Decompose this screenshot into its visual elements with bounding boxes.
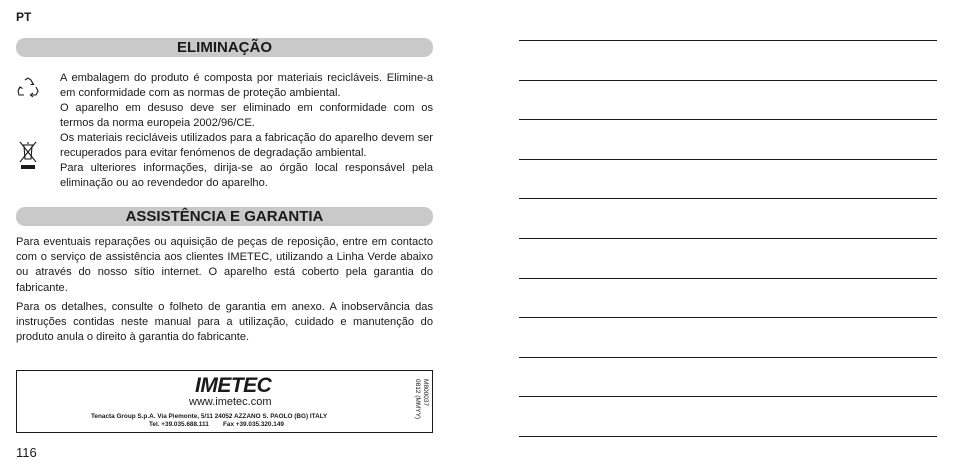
product-code-line-1: M800037 [422, 379, 429, 407]
note-line [519, 80, 937, 81]
note-line [519, 396, 937, 397]
note-line [519, 436, 937, 437]
note-line [519, 159, 937, 160]
phone-fax-line [149, 421, 284, 428]
section-title-eliminacao: ELIMINAÇÃO [16, 38, 433, 57]
fax-number: Fax +39.035.320.149 [222, 421, 284, 428]
note-line [519, 119, 937, 120]
imetec-contact-box [16, 370, 433, 433]
product-code-line-2: 0812 (MMYY) [414, 379, 421, 420]
eliminacao-paragraph-2: O aparelho em desuso deve ser eliminado em conformidade com os termos da norma europeia 2002/96/CE. [60, 102, 433, 130]
note-line [519, 40, 937, 41]
eliminacao-paragraph-3: Os materiais recicláveis utilizados para a fabricação do aparelho devem ser recuperados para evitar fenómenos de degradação ambiental. [60, 132, 433, 160]
note-line [519, 198, 937, 199]
website-link[interactable]: www.imetec.com [189, 396, 272, 408]
section-title-assistencia: ASSISTÊNCIA E GARANTIA [16, 207, 433, 226]
note-line [519, 278, 937, 279]
note-line [519, 357, 937, 358]
telephone-number: Tel. +39.035.688.111 [149, 421, 209, 428]
company-address: Tenacta Group S.p.A. Via Piemonte, 5/11 24052 AZZANO S. PAOLO (BG) ITALY [91, 413, 328, 420]
crossed-bin-icon [18, 140, 38, 172]
note-line [519, 238, 937, 239]
imetec-logo: IMETEC [195, 374, 272, 397]
eliminacao-paragraph-4: Para ulteriores informações, dirija-se ao órgão local responsável pela eliminação ou ao revendedor do aparelho. [60, 162, 433, 190]
page-number: 116 [16, 445, 37, 460]
recycle-icon [16, 77, 40, 99]
note-line [519, 317, 937, 318]
product-code [413, 379, 429, 419]
eliminacao-paragraph-1: A embalagem do produto é composta por materiais recicláveis. Elimine-a em conformidade com as normas de proteção ambiental. [60, 72, 433, 100]
assistencia-paragraph-1: Para eventuais reparações ou aquisição de peças de reposição, entre em contacto com o serviço de assistência aos clientes IMETEC, utilizando a Linha Verde abaixo ou através do nosso sítio internet. O aparelho está coberto pela garantia do fabricante. [16, 236, 433, 294]
assistencia-paragraph-2: Para os detalhes, consulte o folheto de garantia em anexo. A inobservância das instruções contidas neste manual para a utilização, cuidado e manutenção do produto anula o direito à garantia do fabricante. [16, 301, 433, 344]
language-label: PT [16, 10, 32, 24]
